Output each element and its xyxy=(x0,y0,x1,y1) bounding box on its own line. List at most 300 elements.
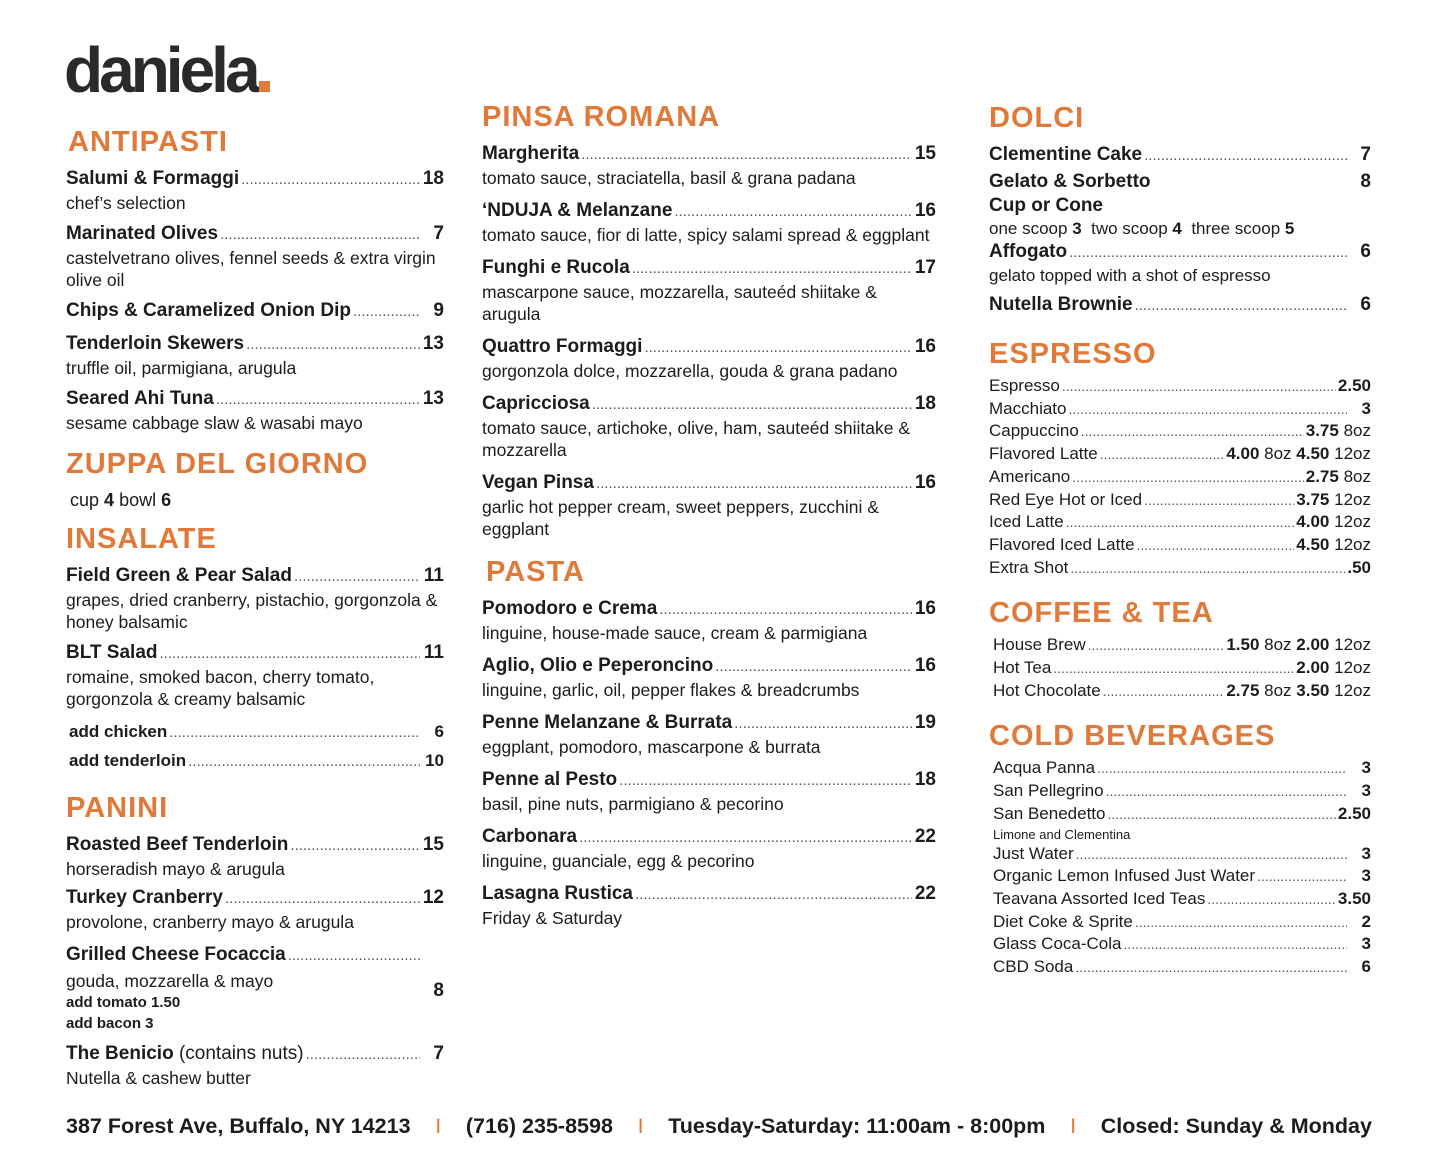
menu-item xyxy=(66,222,444,291)
item-row xyxy=(482,825,936,850)
drink-name: Flavored Iced Latte xyxy=(989,534,1135,554)
separator: I xyxy=(637,1114,644,1138)
item-row xyxy=(482,654,936,679)
item-name: Pomodoro e Crema xyxy=(482,598,658,619)
item-price: 7 xyxy=(1360,144,1371,165)
pasta-title: PASTA xyxy=(486,556,585,588)
item-name: Penne Melanzane & Burrata xyxy=(482,712,733,733)
drink-name: Just Water xyxy=(993,843,1074,863)
item-name: Aglio, Olio e Peperoncino xyxy=(482,655,714,676)
antipasti-list xyxy=(66,167,444,434)
item-price: 16 xyxy=(914,472,936,493)
item-name: Gelato & Sorbetto xyxy=(989,171,1151,192)
item-name: Marinated Olives xyxy=(66,223,219,244)
item-price: 16 xyxy=(914,598,936,619)
item-row xyxy=(66,564,444,589)
item-description: tomato sauce, fior di latte, spicy salami spread & eggplant xyxy=(482,225,930,245)
addon-name: add chicken xyxy=(69,722,168,741)
drink-price xyxy=(1226,634,1371,657)
size-2: 12oz xyxy=(1334,444,1371,464)
drink-price xyxy=(1226,680,1371,703)
size-2: 12oz xyxy=(1334,635,1371,655)
drink-row xyxy=(993,933,1371,956)
drink-name: Flavored Latte xyxy=(989,444,1098,464)
item-name: Carbonara xyxy=(482,826,578,847)
item-row xyxy=(66,886,444,911)
leader-dots xyxy=(1124,933,1348,956)
item-description: linguine, garlic, oil, pepper flakes & breadcrumbs xyxy=(482,680,860,700)
espresso-title: ESPRESSO xyxy=(989,338,1157,370)
addon-row xyxy=(66,747,444,776)
item-description: Friday & Saturday xyxy=(482,908,623,928)
leader-dots xyxy=(1107,803,1335,826)
size-1: 8oz xyxy=(1264,635,1292,655)
size-1: 8oz xyxy=(1343,466,1371,486)
size-1: 12oz xyxy=(1334,658,1371,678)
item-price: 12 xyxy=(422,887,444,908)
brand-logo: daniela xyxy=(64,38,270,102)
price-1: 2.50 xyxy=(1337,376,1371,395)
leader-dots xyxy=(225,887,420,911)
addon-price: 6 xyxy=(434,722,444,741)
item-description: mascarpone sauce, mozzarella, sauteéd shiitake & arugula xyxy=(482,282,877,324)
drink-note: Limone and Clementina xyxy=(993,826,1131,842)
item-row xyxy=(482,335,936,360)
price-1: 2.00 xyxy=(1296,658,1330,678)
item-description: provolone, cranberry mayo & arugula xyxy=(66,912,354,932)
item-price: 15 xyxy=(914,143,936,164)
leader-dots xyxy=(1068,398,1347,421)
item-description: linguine, house-made sauce, cream & parmigiana xyxy=(482,623,868,643)
menu-item xyxy=(482,199,936,246)
leader-dots xyxy=(1135,294,1347,318)
leader-dots xyxy=(635,883,912,907)
leader-dots xyxy=(1106,780,1347,803)
size-1: 12oz xyxy=(1334,512,1371,532)
column-right xyxy=(989,104,1371,979)
column-left xyxy=(66,128,444,1097)
item-description: Nutella & cashew butter xyxy=(66,1068,251,1088)
item-price: 8 xyxy=(433,980,444,1001)
leader-dots xyxy=(220,223,420,247)
item-row xyxy=(66,332,444,357)
menu-item xyxy=(482,392,936,461)
menu-item xyxy=(66,641,444,710)
drink-name: Espresso xyxy=(989,376,1060,395)
drink-name: Diet Coke & Sprite xyxy=(993,911,1133,931)
drink-price xyxy=(1296,534,1371,557)
menu-item xyxy=(482,471,936,540)
leader-dots xyxy=(288,944,420,968)
drink-name: Hot Chocolate xyxy=(993,680,1101,700)
drink-row xyxy=(989,443,1371,466)
drink-price xyxy=(1338,375,1371,398)
drink-row xyxy=(993,803,1371,826)
item-name: Capricciosa xyxy=(482,393,590,414)
price-1: 4.00 xyxy=(1226,444,1260,464)
item-row xyxy=(66,641,444,666)
price-1: 3 xyxy=(1361,843,1371,863)
menu-item xyxy=(66,564,444,633)
drink-name: Glass Coca-Cola xyxy=(993,934,1122,954)
leader-dots xyxy=(169,719,420,747)
item-price: 22 xyxy=(914,883,936,904)
drink-row xyxy=(989,398,1371,421)
item-name: Turkey Cranberry xyxy=(66,887,223,908)
item-name: Funghi e Rucola xyxy=(482,257,630,278)
drink-name: CBD Soda xyxy=(993,957,1074,977)
item-name: Roasted Beef Tenderloin xyxy=(66,834,289,855)
leader-dots xyxy=(216,388,420,412)
price-1: 2 xyxy=(1361,911,1371,931)
item-description: gelato topped with a shot of espresso xyxy=(989,266,1271,285)
menu-item xyxy=(482,825,936,872)
item-name: Margherita xyxy=(482,143,580,164)
drink-price xyxy=(1349,933,1371,956)
item-name: Grilled Cheese Focaccia xyxy=(66,944,286,965)
price-1: 3 xyxy=(1361,781,1371,801)
leader-dots xyxy=(1257,865,1347,888)
item-description: gouda, mozzarella & mayo xyxy=(66,971,274,991)
leader-dots xyxy=(1069,241,1347,265)
panini-title: PANINI xyxy=(66,792,169,824)
size-1: 8oz xyxy=(1264,680,1292,700)
drink-row xyxy=(989,511,1371,534)
item-price: 18 xyxy=(422,168,444,189)
item-description: chef’s selection xyxy=(66,193,186,213)
logo-dot xyxy=(259,81,270,92)
leader-dots xyxy=(644,336,912,360)
item-price: 9 xyxy=(433,300,444,321)
menu-item xyxy=(482,256,936,325)
item-price: 6 xyxy=(1360,294,1371,315)
leader-dots xyxy=(1100,443,1225,466)
item-price: 11 xyxy=(423,642,444,663)
price-2: 2.00 xyxy=(1296,635,1330,655)
drink-price xyxy=(1349,843,1371,866)
phone: (716) 235-8598 xyxy=(465,1114,613,1138)
item-name: Salumi & Formaggi xyxy=(66,168,240,189)
price-1: 6 xyxy=(1361,957,1371,977)
item-row xyxy=(482,882,936,907)
drink-name: San Benedetto xyxy=(993,803,1106,823)
price-2: 4.50 xyxy=(1296,444,1330,464)
drink-price xyxy=(1306,466,1371,489)
item-description: romaine, smoked bacon, cherry tomato, gorgonzola & creamy balsamic xyxy=(66,667,375,709)
item-name: Vegan Pinsa xyxy=(482,472,594,493)
item-name: Seared Ahi Tuna xyxy=(66,388,214,409)
item-row xyxy=(482,471,936,496)
item-description: sesame cabbage slaw & wasabi mayo xyxy=(66,413,363,433)
item-description: garlic hot pepper cream, sweet peppers, zucchini & eggplant xyxy=(482,497,879,539)
drink-row xyxy=(993,657,1371,680)
drink-name: House Brew xyxy=(993,635,1086,655)
drink-name: Macchiato xyxy=(989,398,1067,418)
item-description: castelvetrano olives, fennel seeds & extra virgin olive oil xyxy=(66,248,436,290)
item-row xyxy=(66,833,444,858)
drink-name: Teavana Assorted Iced Teas xyxy=(993,888,1206,908)
leader-dots xyxy=(1075,956,1347,979)
menu-item xyxy=(66,1042,444,1089)
menu-item xyxy=(482,768,936,815)
leader-dots xyxy=(1070,557,1345,580)
item-price: 13 xyxy=(422,388,444,409)
pinsa-title: PINSA ROMANA xyxy=(482,101,721,133)
leader-dots xyxy=(188,748,420,776)
leader-dots xyxy=(290,834,420,858)
drink-name: Extra Shot xyxy=(989,557,1069,577)
leader-dots xyxy=(353,300,420,324)
zuppa-prices: cup 4 bowl 6 xyxy=(70,490,172,510)
footer-info xyxy=(66,1114,1372,1139)
leader-dots xyxy=(294,565,420,589)
drink-name: Acqua Panna xyxy=(993,758,1096,778)
drink-price xyxy=(1349,398,1371,421)
price-1: 3 xyxy=(1361,934,1371,954)
item-name: ‘NDUJA & Melanzane xyxy=(482,200,673,221)
drink-row xyxy=(993,888,1371,911)
leader-dots xyxy=(1076,843,1347,866)
item-name: Nutella Brownie xyxy=(989,294,1133,315)
item-row xyxy=(66,387,444,412)
item-price: 15 xyxy=(422,834,444,855)
item-price: 18 xyxy=(914,393,936,414)
price-1: 2.75 xyxy=(1226,680,1260,700)
drink-price xyxy=(1338,803,1371,826)
hours: Tuesday-Saturday: 11:00am - 8:00pm xyxy=(668,1114,1046,1138)
menu-item xyxy=(482,882,936,929)
address: 387 Forest Ave, Buffalo, NY 14213 xyxy=(66,1114,411,1138)
item-row xyxy=(482,711,936,736)
menu-item xyxy=(66,299,444,324)
closed-days: Closed: Sunday & Monday xyxy=(1100,1114,1372,1138)
drink-price xyxy=(1296,489,1371,512)
item-row xyxy=(482,392,936,417)
drink-price xyxy=(1349,956,1371,979)
leader-dots xyxy=(160,642,421,666)
item-row xyxy=(482,256,936,281)
size-2: 12oz xyxy=(1334,680,1371,700)
price-2: 3.50 xyxy=(1296,680,1330,700)
menu-item xyxy=(66,886,444,933)
drink-price xyxy=(1296,657,1371,680)
panini-list xyxy=(66,833,444,933)
item-name: Quattro Formaggi xyxy=(482,336,643,357)
leader-dots xyxy=(1097,757,1347,780)
leader-dots xyxy=(734,712,912,736)
price-1: 3.75 xyxy=(1296,489,1330,509)
item-price: 16 xyxy=(914,655,936,676)
menu-item xyxy=(989,240,1371,265)
menu-item xyxy=(482,335,936,382)
drink-row xyxy=(993,956,1371,979)
item-price: 11 xyxy=(423,565,444,586)
drink-name: Hot Tea xyxy=(993,658,1052,678)
item-description: tomato sauce, artichoke, olive, ham, sauteéd shiitake & mozzarella xyxy=(482,418,911,460)
drink-row xyxy=(989,489,1371,512)
menu-item xyxy=(66,332,444,379)
antipasti-title: ANTIPASTI xyxy=(68,126,228,158)
drink-name: Red Eye Hot or Iced xyxy=(989,489,1143,509)
scoop-prices: one scoop 3 two scoop 4 three scoop 5 xyxy=(989,219,1295,238)
item-row xyxy=(66,299,444,324)
drink-row xyxy=(989,557,1371,580)
addon-tomato: add tomato 1.50 xyxy=(66,994,181,1011)
menu-item xyxy=(989,143,1371,168)
item-name: Chips & Caramelized Onion Dip xyxy=(66,300,352,321)
drink-price xyxy=(1349,911,1371,934)
item-price: 6 xyxy=(1360,241,1371,262)
leader-dots xyxy=(659,598,912,622)
item-description: eggplant, pomodoro, mascarpone & burrata xyxy=(482,737,821,757)
menu-item xyxy=(482,711,936,758)
menu-item xyxy=(482,597,936,644)
leader-dots xyxy=(1137,534,1295,557)
insalate-title: INSALATE xyxy=(66,523,217,555)
price-1: 4.50 xyxy=(1296,534,1330,554)
drink-row xyxy=(989,375,1371,398)
espresso-list xyxy=(989,375,1371,579)
leader-dots xyxy=(1135,911,1347,934)
size-1: 12oz xyxy=(1334,534,1371,554)
item-name: Tenderloin Skewers xyxy=(66,333,245,354)
drink-price xyxy=(1296,511,1371,534)
item-price: 17 xyxy=(914,257,936,278)
menu-item xyxy=(482,142,936,189)
item-description: basil, pine nuts, parmigiano & pecorino xyxy=(482,794,784,814)
pinsa-list xyxy=(482,142,936,540)
cold-list xyxy=(989,757,1371,978)
drink-name: Iced Latte xyxy=(989,512,1064,532)
drink-row xyxy=(989,534,1371,557)
item-subtitle: Cup or Cone xyxy=(989,195,1103,216)
leader-dots xyxy=(1207,888,1336,911)
drink-price xyxy=(1349,865,1371,888)
leader-dots xyxy=(581,143,912,167)
leader-dots xyxy=(596,472,912,496)
leader-dots xyxy=(1103,680,1225,703)
item-description: linguine, guanciale, egg & pecorino xyxy=(482,851,755,871)
price-1: 4.00 xyxy=(1296,512,1330,532)
dolci-title: DOLCI xyxy=(989,102,1085,134)
drink-row xyxy=(993,757,1371,780)
item-row xyxy=(482,768,936,793)
drink-row xyxy=(989,420,1371,443)
drink-name: Americano xyxy=(989,466,1071,486)
leader-dots xyxy=(1053,657,1294,680)
leader-dots xyxy=(1081,420,1304,443)
drink-price xyxy=(1226,443,1371,466)
separator: I xyxy=(1070,1114,1077,1138)
drink-row xyxy=(989,466,1371,489)
item-price: 7 xyxy=(433,223,444,244)
drink-price xyxy=(1349,757,1371,780)
item-price: 18 xyxy=(914,769,936,790)
insalate-list xyxy=(66,564,444,710)
size-1: 8oz xyxy=(1343,421,1371,441)
item-row xyxy=(482,142,936,167)
drink-row xyxy=(993,680,1371,703)
cold-title: COLD BEVERAGES xyxy=(989,720,1276,753)
leader-dots xyxy=(579,826,912,850)
insalate-addons xyxy=(66,718,444,776)
coffee-title: COFFEE & TEA xyxy=(989,597,1214,630)
drink-price xyxy=(1349,780,1371,803)
leader-dots xyxy=(306,1043,420,1067)
price-1: 3 xyxy=(1361,758,1371,778)
price-1: 1.50 xyxy=(1226,635,1260,655)
price-1: 3 xyxy=(1361,398,1371,418)
drink-price xyxy=(1338,888,1371,911)
item-price: 7 xyxy=(433,1043,444,1064)
item-name: The Benicio (contains nuts) xyxy=(66,1043,304,1064)
leader-dots xyxy=(1088,634,1225,657)
coffee-list xyxy=(989,634,1371,702)
drink-name: Cappuccino xyxy=(989,421,1079,441)
column-middle xyxy=(482,103,936,939)
leader-dots xyxy=(241,168,420,192)
drink-price xyxy=(1306,420,1371,443)
leader-dots xyxy=(1066,511,1295,534)
menu-item xyxy=(482,654,936,701)
addon-name: add tenderloin xyxy=(69,751,187,770)
price-1: 3 xyxy=(1361,866,1371,886)
item-row xyxy=(66,167,444,192)
leader-dots xyxy=(1062,375,1336,398)
item-price: 16 xyxy=(914,336,936,357)
item-name: Field Green & Pear Salad xyxy=(66,565,292,586)
item-row xyxy=(66,222,444,247)
item-description: truffle oil, parmigiana, arugula xyxy=(66,358,297,378)
leader-dots xyxy=(715,655,912,679)
item-name: Clementine Cake xyxy=(989,144,1143,165)
size-1: 12oz xyxy=(1334,489,1371,509)
item-description: grapes, dried cranberry, pistachio, gorgonzola & honey balsamic xyxy=(66,590,438,632)
price-1: .50 xyxy=(1347,557,1371,577)
drink-row xyxy=(993,780,1371,803)
leader-dots xyxy=(1144,489,1294,512)
leader-dots xyxy=(632,257,912,281)
drink-name: Organic Lemon Infused Just Water xyxy=(993,866,1256,886)
leader-dots xyxy=(619,769,912,793)
item-name: Penne al Pesto xyxy=(482,769,618,790)
leader-dots xyxy=(674,200,912,224)
addon-price: 10 xyxy=(425,751,444,770)
item-name: Lasagna Rustica xyxy=(482,883,633,904)
item-price: 22 xyxy=(914,826,936,847)
menu-item xyxy=(66,167,444,214)
addon-bacon: add bacon 3 xyxy=(66,1015,154,1032)
menu-item xyxy=(989,293,1371,318)
item-row xyxy=(482,199,936,224)
item-price: 8 xyxy=(1360,171,1371,192)
menu-item xyxy=(66,387,444,434)
zuppa-title: ZUPPA DEL GIORNO xyxy=(66,448,369,480)
item-name: Affogato xyxy=(989,241,1068,262)
leader-dots xyxy=(592,393,912,417)
item-description: horseradish mayo & arugula xyxy=(66,859,285,879)
separator: I xyxy=(435,1114,442,1138)
item-price: 19 xyxy=(914,712,936,733)
price-1: 2.75 xyxy=(1305,466,1339,486)
item-price: 13 xyxy=(422,333,444,354)
leader-dots xyxy=(1144,144,1347,168)
leader-dots xyxy=(1072,466,1303,489)
drink-row xyxy=(993,634,1371,657)
price-1: 3.50 xyxy=(1337,888,1371,908)
menu-item xyxy=(989,170,1371,194)
item-description: tomato sauce, straciatella, basil & grana padana xyxy=(482,168,856,188)
